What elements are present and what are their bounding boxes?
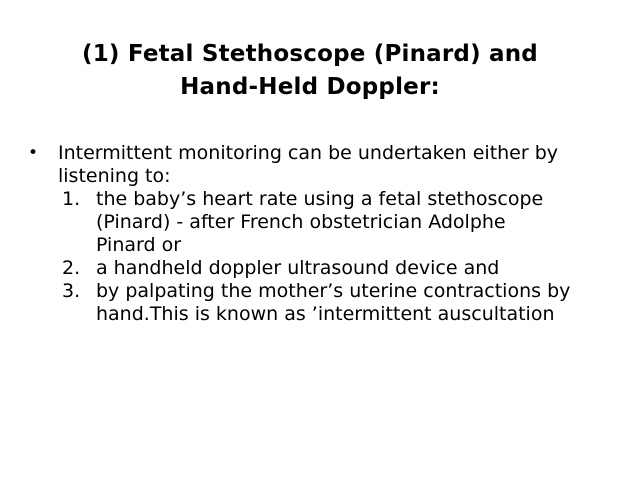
list-item (28, 257, 628, 280)
list-number: 3. (62, 280, 81, 302)
list-number: 2. (62, 257, 81, 279)
list-item-line: the baby’s heart rate using a fetal stethoscope (96, 188, 544, 210)
title-line: (1) Fetal Stethoscope (Pinard) and (82, 41, 538, 67)
bullet-line: listening to: (58, 165, 171, 187)
bullet-line: Intermittent monitoring can be undertaken either by (58, 142, 559, 164)
bullet-text (58, 142, 628, 188)
list-item-line: hand.This is known as ’intermittent auscultation (96, 303, 555, 325)
list-item-line: a handheld doppler ultrasound device and (96, 257, 500, 279)
bullet-icon: • (28, 143, 39, 163)
list-item-line: Pinard or (96, 234, 182, 256)
list-item-line: (Pinard) - after French obstetrician Adolphe (96, 211, 506, 233)
slide-title (40, 38, 580, 104)
list-item-line: by palpating the mother’s uterine contractions by (96, 280, 571, 302)
list-item (28, 280, 628, 326)
title-line: Hand-Held Doppler: (180, 74, 440, 100)
list-item (28, 188, 628, 257)
bullet-item (28, 142, 628, 188)
list-number: 1. (62, 188, 81, 210)
numbered-list (28, 188, 628, 326)
slide-body (28, 142, 628, 326)
